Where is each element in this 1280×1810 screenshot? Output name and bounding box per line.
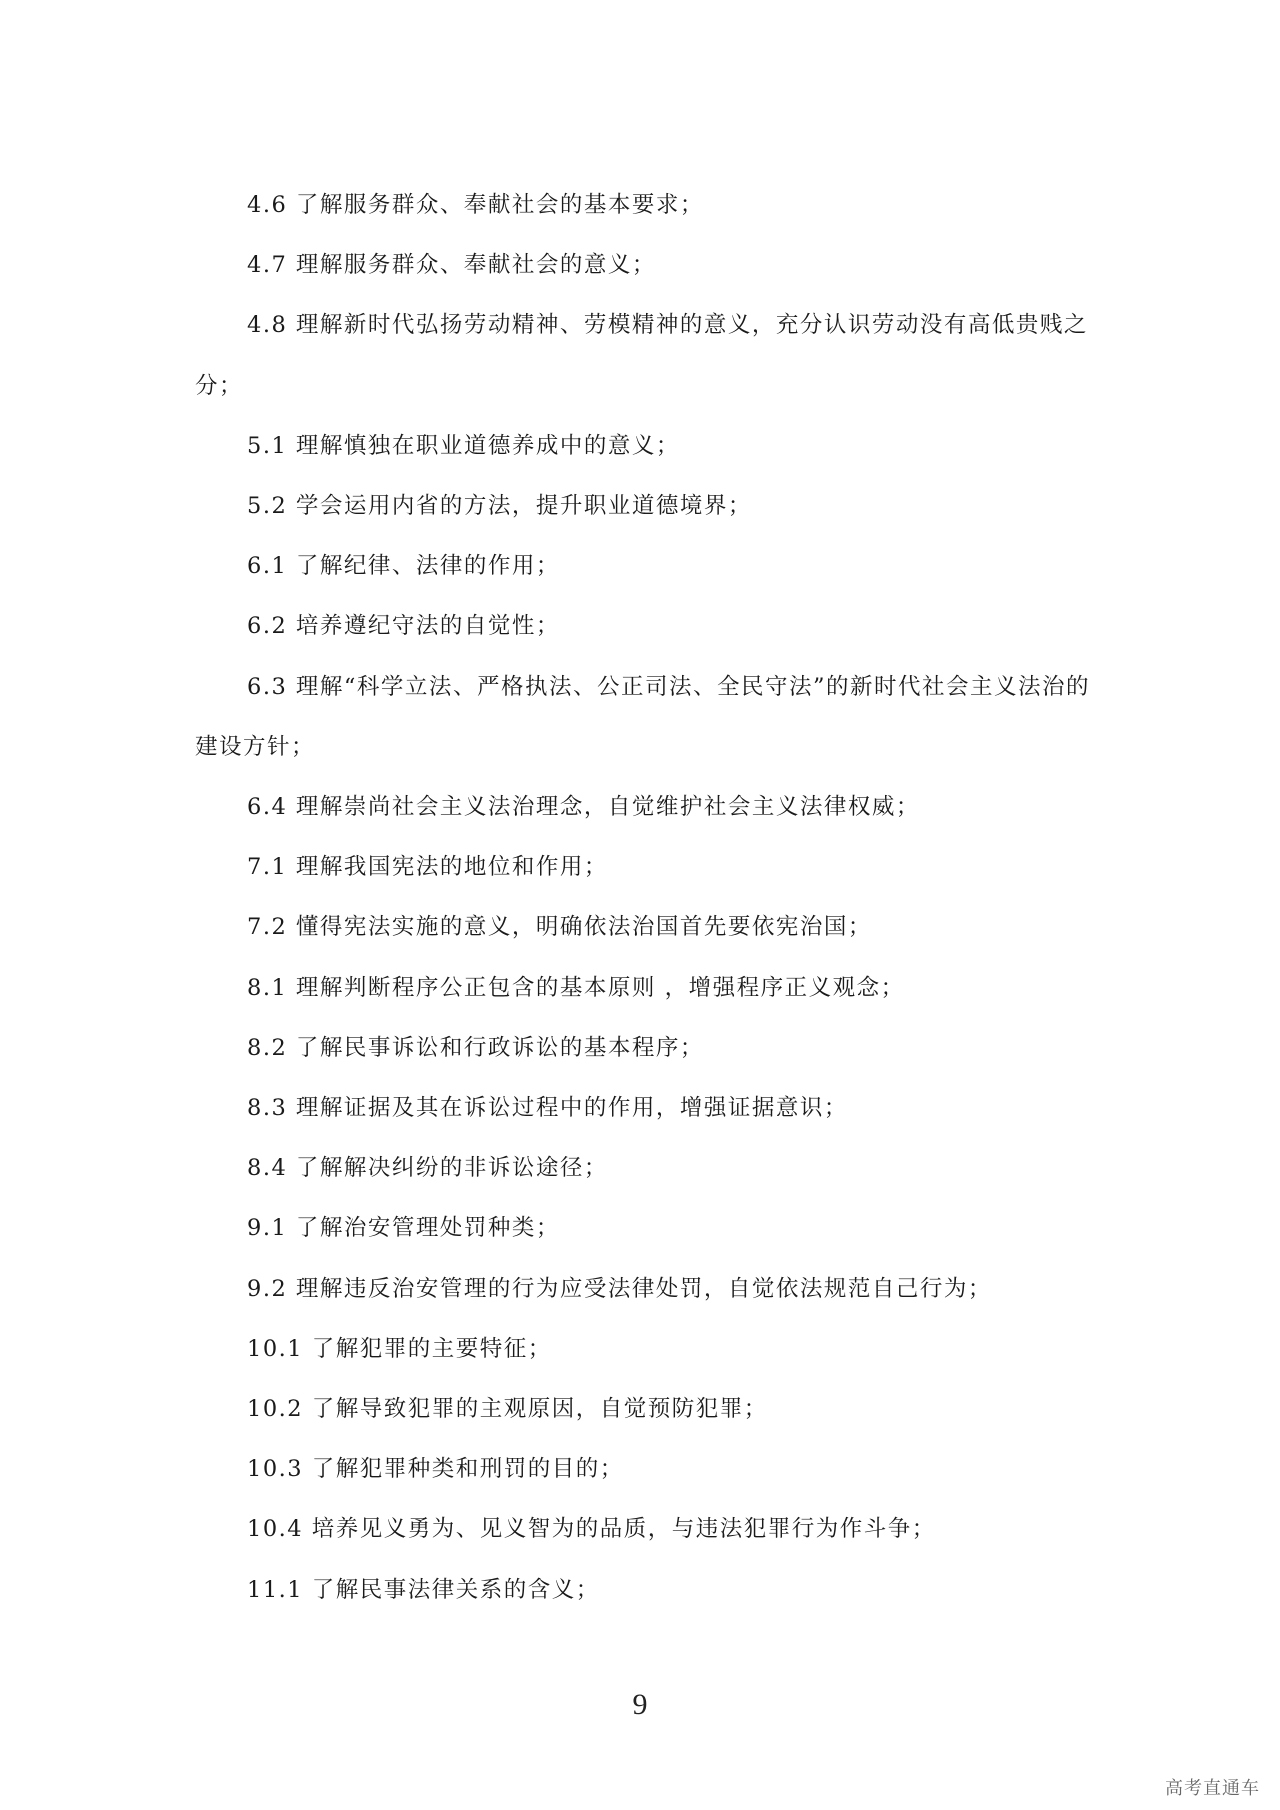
list-item: 4.6 了解服务群众、奉献社会的基本要求； [247,192,704,218]
requirements-list [195,175,1095,1620]
list-item: 9.2 理解违反治安管理的行为应受法律处罚，自觉依法规范自己行为； [247,1275,992,1302]
list-item: 8.1 理解判断程序公正包含的基本原则 ，增强程序正义观念； [247,974,905,1001]
watermark-text: 高考直通车 [1165,1778,1260,1799]
list-item: 11.1 了解民事法律关系的含义； [247,1576,600,1603]
list-item: 9.1 了解治安管理处罚种类； [247,1215,560,1242]
list-item: 4.7 理解服务群众、奉献社会的意义； [247,252,656,279]
list-item: 6.4 理解崇尚社会主义法治理念，自觉维护社会主义法律权威； [247,794,920,821]
list-item: 10.1 了解犯罪的主要特征； [247,1335,552,1362]
list-item: 10.2 了解导致犯罪的主观原因，自觉预防犯罪； [247,1396,768,1423]
list-item: 10.3 了解犯罪种类和刑罚的目的； [247,1456,624,1483]
list-item: 5.2 学会运用内省的方法，提升职业道德境界； [247,493,752,520]
list-item: 8.4 了解解决纠纷的非诉讼途径； [247,1155,608,1182]
list-item: 10.4 培养见义勇为、见义智为的品质，与违法犯罪行为作斗争； [247,1516,936,1543]
list-item: 7.2 懂得宪法实施的意义，明确依法治国首先要依宪治国； [247,914,872,941]
list-item: 4.8 理解新时代弘扬劳动精神、劳模精神的意义，充分认识劳动没有高低贵贱之分； [195,312,1088,399]
list-item: 6.1 了解纪律、法律的作用； [247,553,560,580]
list-item: 6.3 理解“科学立法、严格执法、公正司法、全民守法”的新时代社会主义法治的建设方针； [195,673,1090,760]
list-item: 8.2 了解民事诉讼和行政诉讼的基本程序； [247,1034,704,1061]
list-item: 6.2 培养遵纪守法的自觉性； [247,613,560,640]
list-item: 7.1 理解我国宪法的地位和作用； [247,854,608,881]
page-number: 9 [632,1688,648,1721]
list-item: 5.1 理解慎独在职业道德养成中的意义； [247,432,680,459]
list-item: 8.3 理解证据及其在诉讼过程中的作用，增强证据意识； [247,1095,848,1122]
